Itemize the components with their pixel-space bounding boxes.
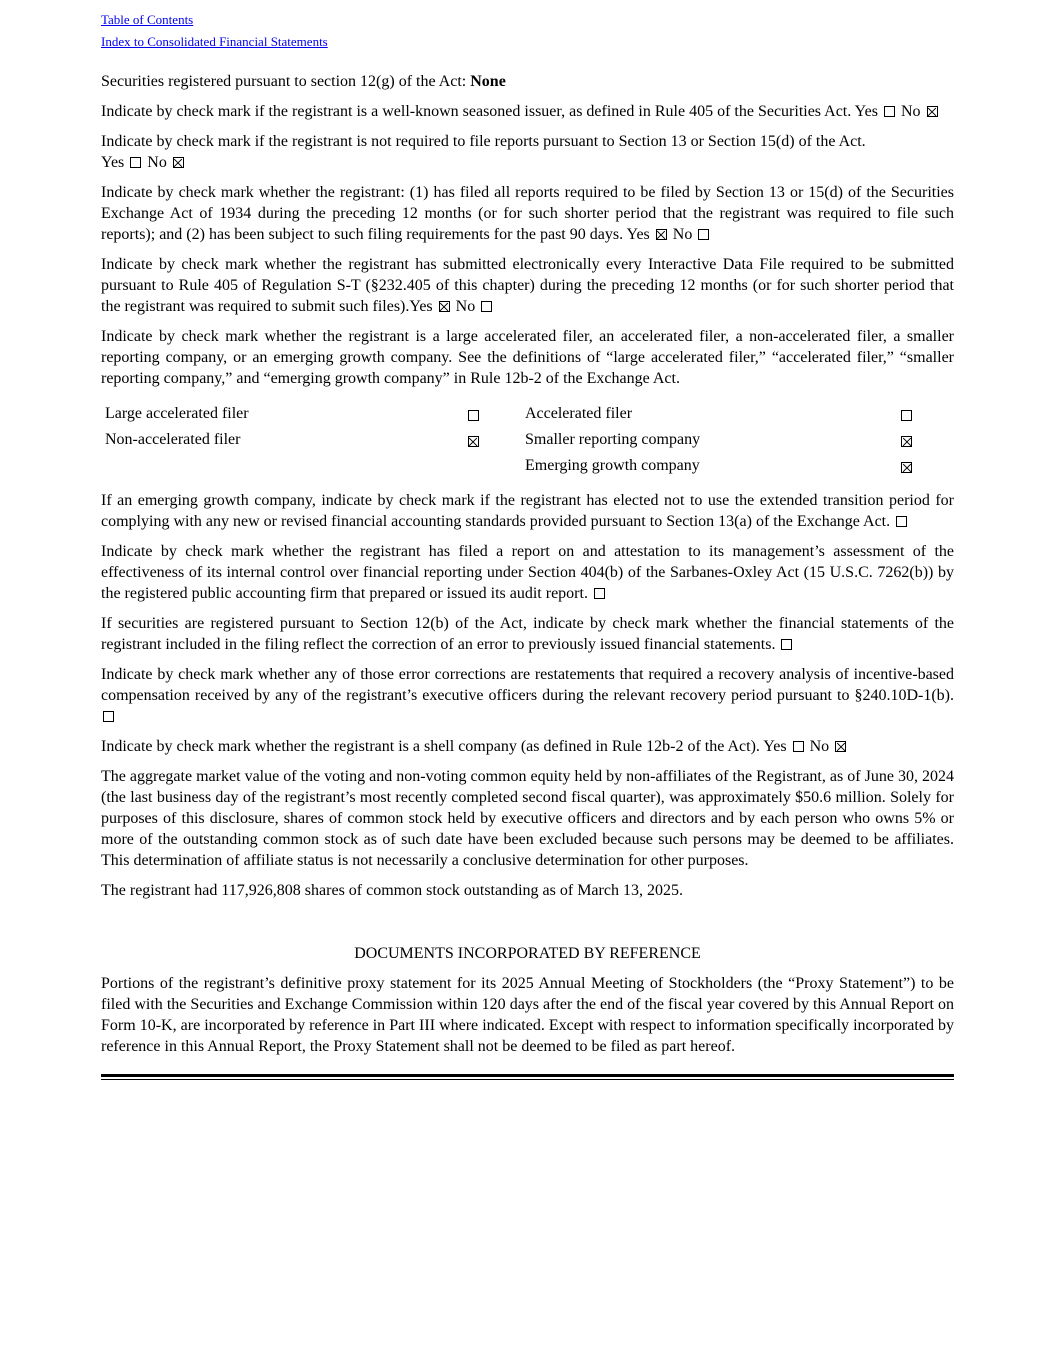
smaller-reporting-label: Smaller reporting company — [525, 431, 701, 448]
shares-outstanding-paragraph: The registrant had 117,926,808 shares of common stock outstanding as of March 13, 2025. — [101, 882, 683, 899]
large-accelerated-label: Large accelerated filer — [105, 405, 249, 422]
double-rule-divider — [101, 1074, 954, 1080]
transition-period-checkbox — [896, 516, 907, 527]
interactive-data-no-checkbox — [481, 301, 492, 312]
recovery-analysis-checkbox — [103, 711, 114, 722]
navigation-links — [101, 9, 954, 53]
non-accelerated-checkbox — [468, 436, 479, 447]
shell-company-paragraph: Indicate by check mark whether the registrant is a shell company (as defined in Rule 12b-2 of the Act). Yes No — [101, 736, 954, 757]
error-correction-checkbox — [781, 639, 792, 650]
non-accelerated-label: Non-accelerated filer — [105, 431, 241, 448]
section-12g-paragraph: Securities registered pursuant to section 12(g) of the Act: None — [101, 73, 506, 90]
financial-statements-index-link[interactable]: Index to Consolidated Financial Statements — [101, 34, 328, 49]
not-required-yes-checkbox — [130, 157, 141, 168]
section-12g-value: None — [470, 73, 506, 90]
smaller-reporting-checkbox — [901, 436, 912, 447]
interactive-data-yes-checkbox — [439, 301, 450, 312]
interactive-data-paragraph: Indicate by check mark whether the registrant has submitted electronically every Interactive Data File required to be submitted pursuant to Rule 405 of Regulation S-T (§232.405 of this chapter) during the preceding 12 months (or for such shorter period that the registrant was required to submit such files).Yes No — [101, 256, 954, 315]
filed-reports-yes-checkbox — [656, 229, 667, 240]
accelerated-label: Accelerated filer — [525, 405, 633, 422]
table-row — [101, 455, 954, 481]
wksi-paragraph: Indicate by check mark if the registrant is a well-known seasoned issuer, as defined in Rule 405 of the Securities Act. Yes No — [101, 101, 954, 122]
filed-reports-paragraph: Indicate by check mark whether the registrant: (1) has filed all reports required to be filed by Section 13 or 15(d) of the Securities Exchange Act of 1934 during the preceding 12 months (or for such shorter period that the registrant was required to file such reports); and (2) has been subject to such filing requirements for the past 90 days. Yes No — [101, 184, 954, 243]
documents-incorporated-heading: DOCUMENTS INCORPORATED BY REFERENCE — [354, 945, 701, 962]
filer-status-table — [101, 403, 954, 481]
section-404b-checkbox — [594, 588, 605, 599]
proxy-statement-paragraph: Portions of the registrant’s definitive proxy statement for its 2025 Annual Meeting of Stockholders (the “Proxy Statement”) to be filed with the Securities and Exchange Commission within 120 days after the end of the fiscal year covered by this Annual Report on Form 10-K, are incorporated by reference in Part III where indicated. Except with respect to information specifically incorporated by reference in this Annual Report, the Proxy Statement shall not be deemed to be filed as part hereof. — [101, 975, 954, 1055]
accelerated-checkbox — [901, 410, 912, 421]
shell-no-checkbox — [835, 741, 846, 752]
large-accelerated-checkbox — [468, 410, 479, 421]
filer-status-paragraph: Indicate by check mark whether the registrant is a large accelerated filer, an accelerated filer, a non-accelerated filer, a smaller reporting company, or an emerging growth company. See the definitions of “large accelerated filer,” “accelerated filer,” “smaller reporting company,” and “emerging growth company” in Rule 12b-2 of the Exchange Act. — [101, 328, 954, 387]
wksi-yes-checkbox — [884, 106, 895, 117]
not-required-no-checkbox — [173, 157, 184, 168]
shell-yes-checkbox — [793, 741, 804, 752]
section-12b-paragraph: If securities are registered pursuant to Section 12(b) of the Act, indicate by check mark whether the financial statements of the registrant included in the filing reflect the correction of an error to previously issued financial statements. — [101, 615, 954, 653]
not-required-paragraph: Indicate by check mark if the registrant is not required to file reports pursuant to Section 13 or Section 15(d) of the Act. Yes No — [101, 133, 866, 171]
table-of-contents-link[interactable]: Table of Contents — [101, 12, 194, 27]
table-row — [101, 403, 954, 429]
section-404b-paragraph: Indicate by check mark whether the registrant has filed a report on and attestation to its management’s assessment of the effectiveness of its internal control over financial reporting under Section 404(b) of the Sarbanes-Oxley Act (15 U.S.C. 7262(b)) by the registered public accounting firm that prepared or issued its audit report. — [101, 543, 954, 602]
market-value-paragraph: The aggregate market value of the voting and non-voting common equity held by non-affiliates of the Registrant, as of June 30, 2024 (the last business day of the registrant’s most recently completed second fiscal quarter), was approximately $50.6 million. Solely for purposes of this disclosure, shares of common stock held by executive officers and directors and by each person who owns 5% or more of the outstanding common stock as of such date have been excluded because such persons may be deemed to be affiliates. This determination of affiliate status is not necessarily a conclusive determination for other purposes. — [101, 768, 954, 869]
wksi-no-checkbox — [927, 106, 938, 117]
recovery-analysis-paragraph: Indicate by check mark whether any of those error corrections are restatements that required a recovery analysis of incentive-based compensation received by any of the registrant’s executive officers during the relevant recovery period pursuant to §240.10D-1(b). — [101, 664, 954, 727]
table-row — [101, 429, 954, 455]
emerging-growth-checkbox — [901, 462, 912, 473]
transition-period-paragraph: If an emerging growth company, indicate by check mark if the registrant has elected not to use the extended transition period for complying with any new or revised financial accounting standards provided pursuant to Section 13(a) of the Exchange Act. — [101, 492, 954, 530]
emerging-growth-label: Emerging growth company — [525, 457, 700, 474]
filed-reports-no-checkbox — [698, 229, 709, 240]
